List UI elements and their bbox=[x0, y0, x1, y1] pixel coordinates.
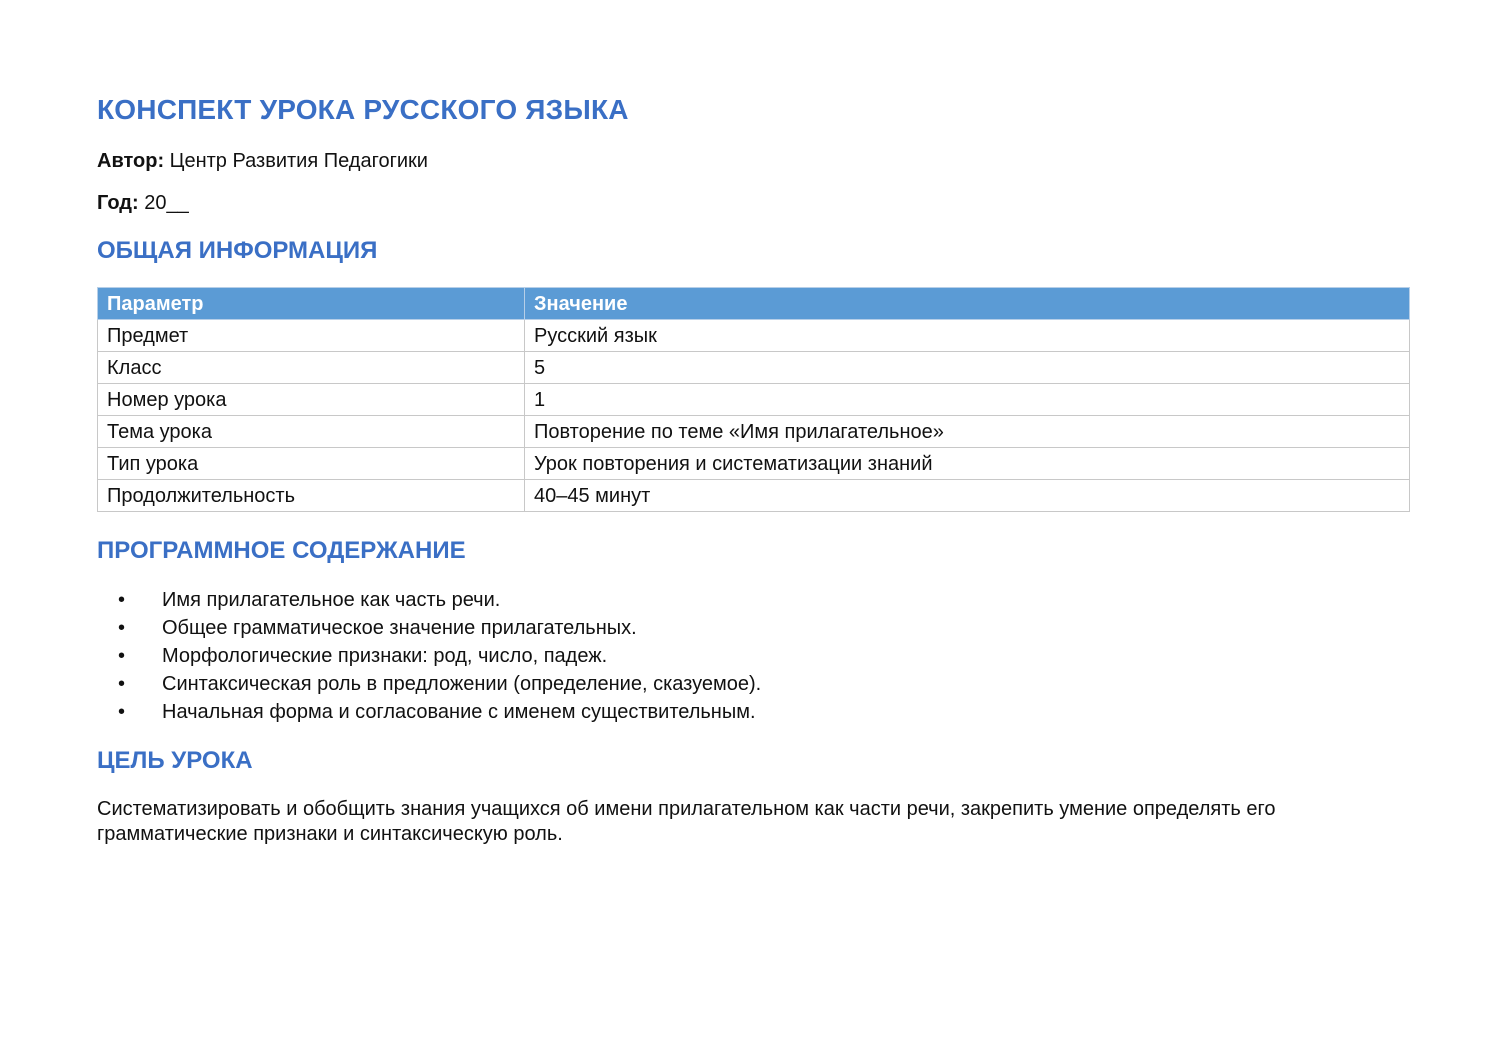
table-row bbox=[98, 384, 1410, 416]
program-content-list bbox=[97, 587, 761, 727]
general-info-heading: ОБЩАЯ ИНФОРМАЦИЯ bbox=[97, 237, 378, 264]
author-label: Автор: bbox=[97, 150, 165, 172]
table-cell-parameter: Номер урока bbox=[98, 384, 525, 416]
list-item bbox=[97, 671, 761, 699]
table-cell-value: 5 bbox=[525, 352, 1410, 384]
table-cell-parameter: Тема урока bbox=[98, 416, 525, 448]
author-line bbox=[97, 150, 428, 173]
table-row bbox=[98, 416, 1410, 448]
table-row bbox=[98, 352, 1410, 384]
general-info-table bbox=[97, 287, 1410, 512]
bullet-icon: • bbox=[118, 673, 126, 695]
list-item-text: Синтаксическая роль в предложении (определение, сказуемое). bbox=[162, 673, 762, 695]
bullet-icon: • bbox=[118, 617, 126, 639]
table-cell-value: Урок повторения и систематизации знаний bbox=[525, 448, 1410, 480]
bullet-icon: • bbox=[118, 589, 126, 611]
column-header-value: Значение bbox=[525, 288, 1410, 320]
list-item-text: Морфологические признаки: род, число, падеж. bbox=[162, 645, 608, 667]
list-item bbox=[97, 615, 761, 643]
program-content-heading: ПРОГРАММНОЕ СОДЕРЖАНИЕ bbox=[97, 537, 466, 564]
table-cell-value: Русский язык bbox=[525, 320, 1410, 352]
list-item bbox=[97, 587, 761, 615]
list-item bbox=[97, 699, 761, 727]
author-value: Центр Развития Педагогики bbox=[169, 150, 428, 172]
list-item-text: Начальная форма и согласование с именем существительным. bbox=[162, 701, 756, 723]
table-cell-parameter: Класс bbox=[98, 352, 525, 384]
table-header-row bbox=[98, 288, 1410, 320]
year-value: 20__ bbox=[144, 192, 189, 214]
table-row bbox=[98, 448, 1410, 480]
table-cell-parameter: Предмет bbox=[98, 320, 525, 352]
bullet-icon: • bbox=[118, 701, 126, 723]
table-cell-value: 1 bbox=[525, 384, 1410, 416]
column-header-parameter: Параметр bbox=[98, 288, 525, 320]
table-cell-value: 40–45 минут bbox=[525, 480, 1410, 512]
lesson-goal-text: Систематизировать и обобщить знания учащихся об имени прилагательном как части речи, закрепить умение определять его грамматические признаки и синтаксическую роль. bbox=[97, 798, 1276, 845]
list-item-text: Общее грамматическое значение прилагательных. bbox=[162, 617, 637, 639]
list-item bbox=[97, 643, 761, 671]
list-item-text: Имя прилагательное как часть речи. bbox=[162, 589, 501, 611]
document-title: КОНСПЕКТ УРОКА РУССКОГО ЯЗЫКА bbox=[97, 94, 629, 125]
year-label: Год: bbox=[97, 192, 139, 214]
lesson-goal-heading: ЦЕЛЬ УРОКА bbox=[97, 747, 253, 774]
table-row bbox=[98, 480, 1410, 512]
table-cell-value: Повторение по теме «Имя прилагательное» bbox=[525, 416, 1410, 448]
table-cell-parameter: Продолжительность bbox=[98, 480, 525, 512]
table-cell-parameter: Тип урока bbox=[98, 448, 525, 480]
year-line bbox=[97, 192, 189, 215]
bullet-icon: • bbox=[118, 645, 126, 667]
table-row bbox=[98, 320, 1410, 352]
